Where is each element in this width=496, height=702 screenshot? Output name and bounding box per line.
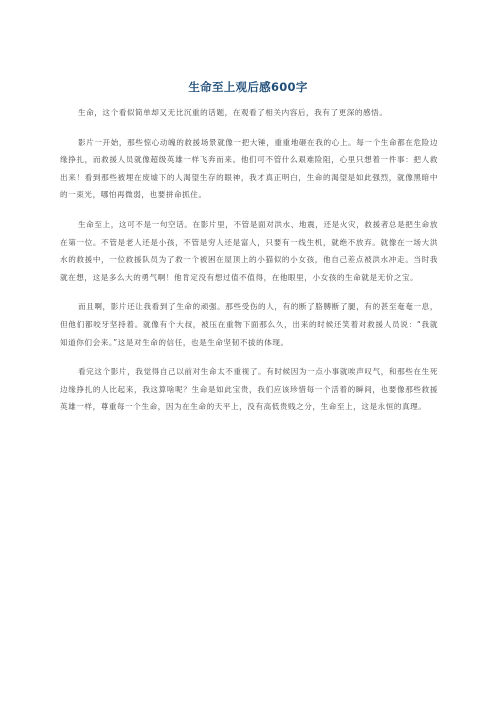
paragraph-5: 看完这个影片，我觉得自己以前对生命太不重视了。有时候因为一点小事就唉声叹气，和那些在生死边缘挣扎的人比起来，我这算啥呢？生命是如此宝贵，我们应该珍惜每一个活着的瞬间，也要像那些救援英雄一样，尊重每一个生命，因为在生命的天平上，没有高低贵贱之分，生命至上，这是永恒的真理。 (60, 367, 438, 412)
paragraph-3: 生命至上，这可不是一句空话。在影片里，不管是面对洪水、地震，还是火灾，救援者总是把生命放在第一位。不管是老人还是小孩，不管是穷人还是富人，只要有一线生机，就绝不放弃。就像在一场大洪水的救援中，一位救援队员为了救一个被困在屋顶上的小猫似的小女孩，他自己差点被洪水冲走。当时我就在想，这是多么大的勇气啊！他肯定没有想过值不值得，在他眼里，小女孩的生命就是无价之宝。 (60, 219, 438, 282)
document-title: 生命至上观后感600字 (188, 80, 308, 94)
paragraph-4: 而且啊，影片还让我看到了生命的顽强。那些受伤的人，有的断了胳膊断了腿，有的甚至奄奄一息，但他们都咬牙坚持着。就像有个大叔，被压在重物下面那么久，出来的时候还笑着对救援人员说：“我就知道你们会来。”这是对生命的信任，也是生命坚韧不拔的体现。 (60, 302, 438, 347)
paragraph-1: 生命，这个看似简单却又无比沉重的话题，在观看了相关内容后，我有了更深的感悟。 (78, 108, 388, 117)
paragraph-2: 影片一开始，那些惊心动魄的救援场景就像一把大锤，重重地砸在我的心上。每一个生命都在危险边缘挣扎，而救援人员就像超级英雄一样飞奔而来。他们可不管什么艰难险阻，心里只想着一件事：把人救出来！看到那些被埋在废墟下的人渴望生存的眼神，我才真正明白，生命的渴望是如此强烈，就像黑暗中的一束光，哪怕再微弱，也要拼命抓住。 (60, 137, 438, 200)
document-body (60, 104, 438, 428)
